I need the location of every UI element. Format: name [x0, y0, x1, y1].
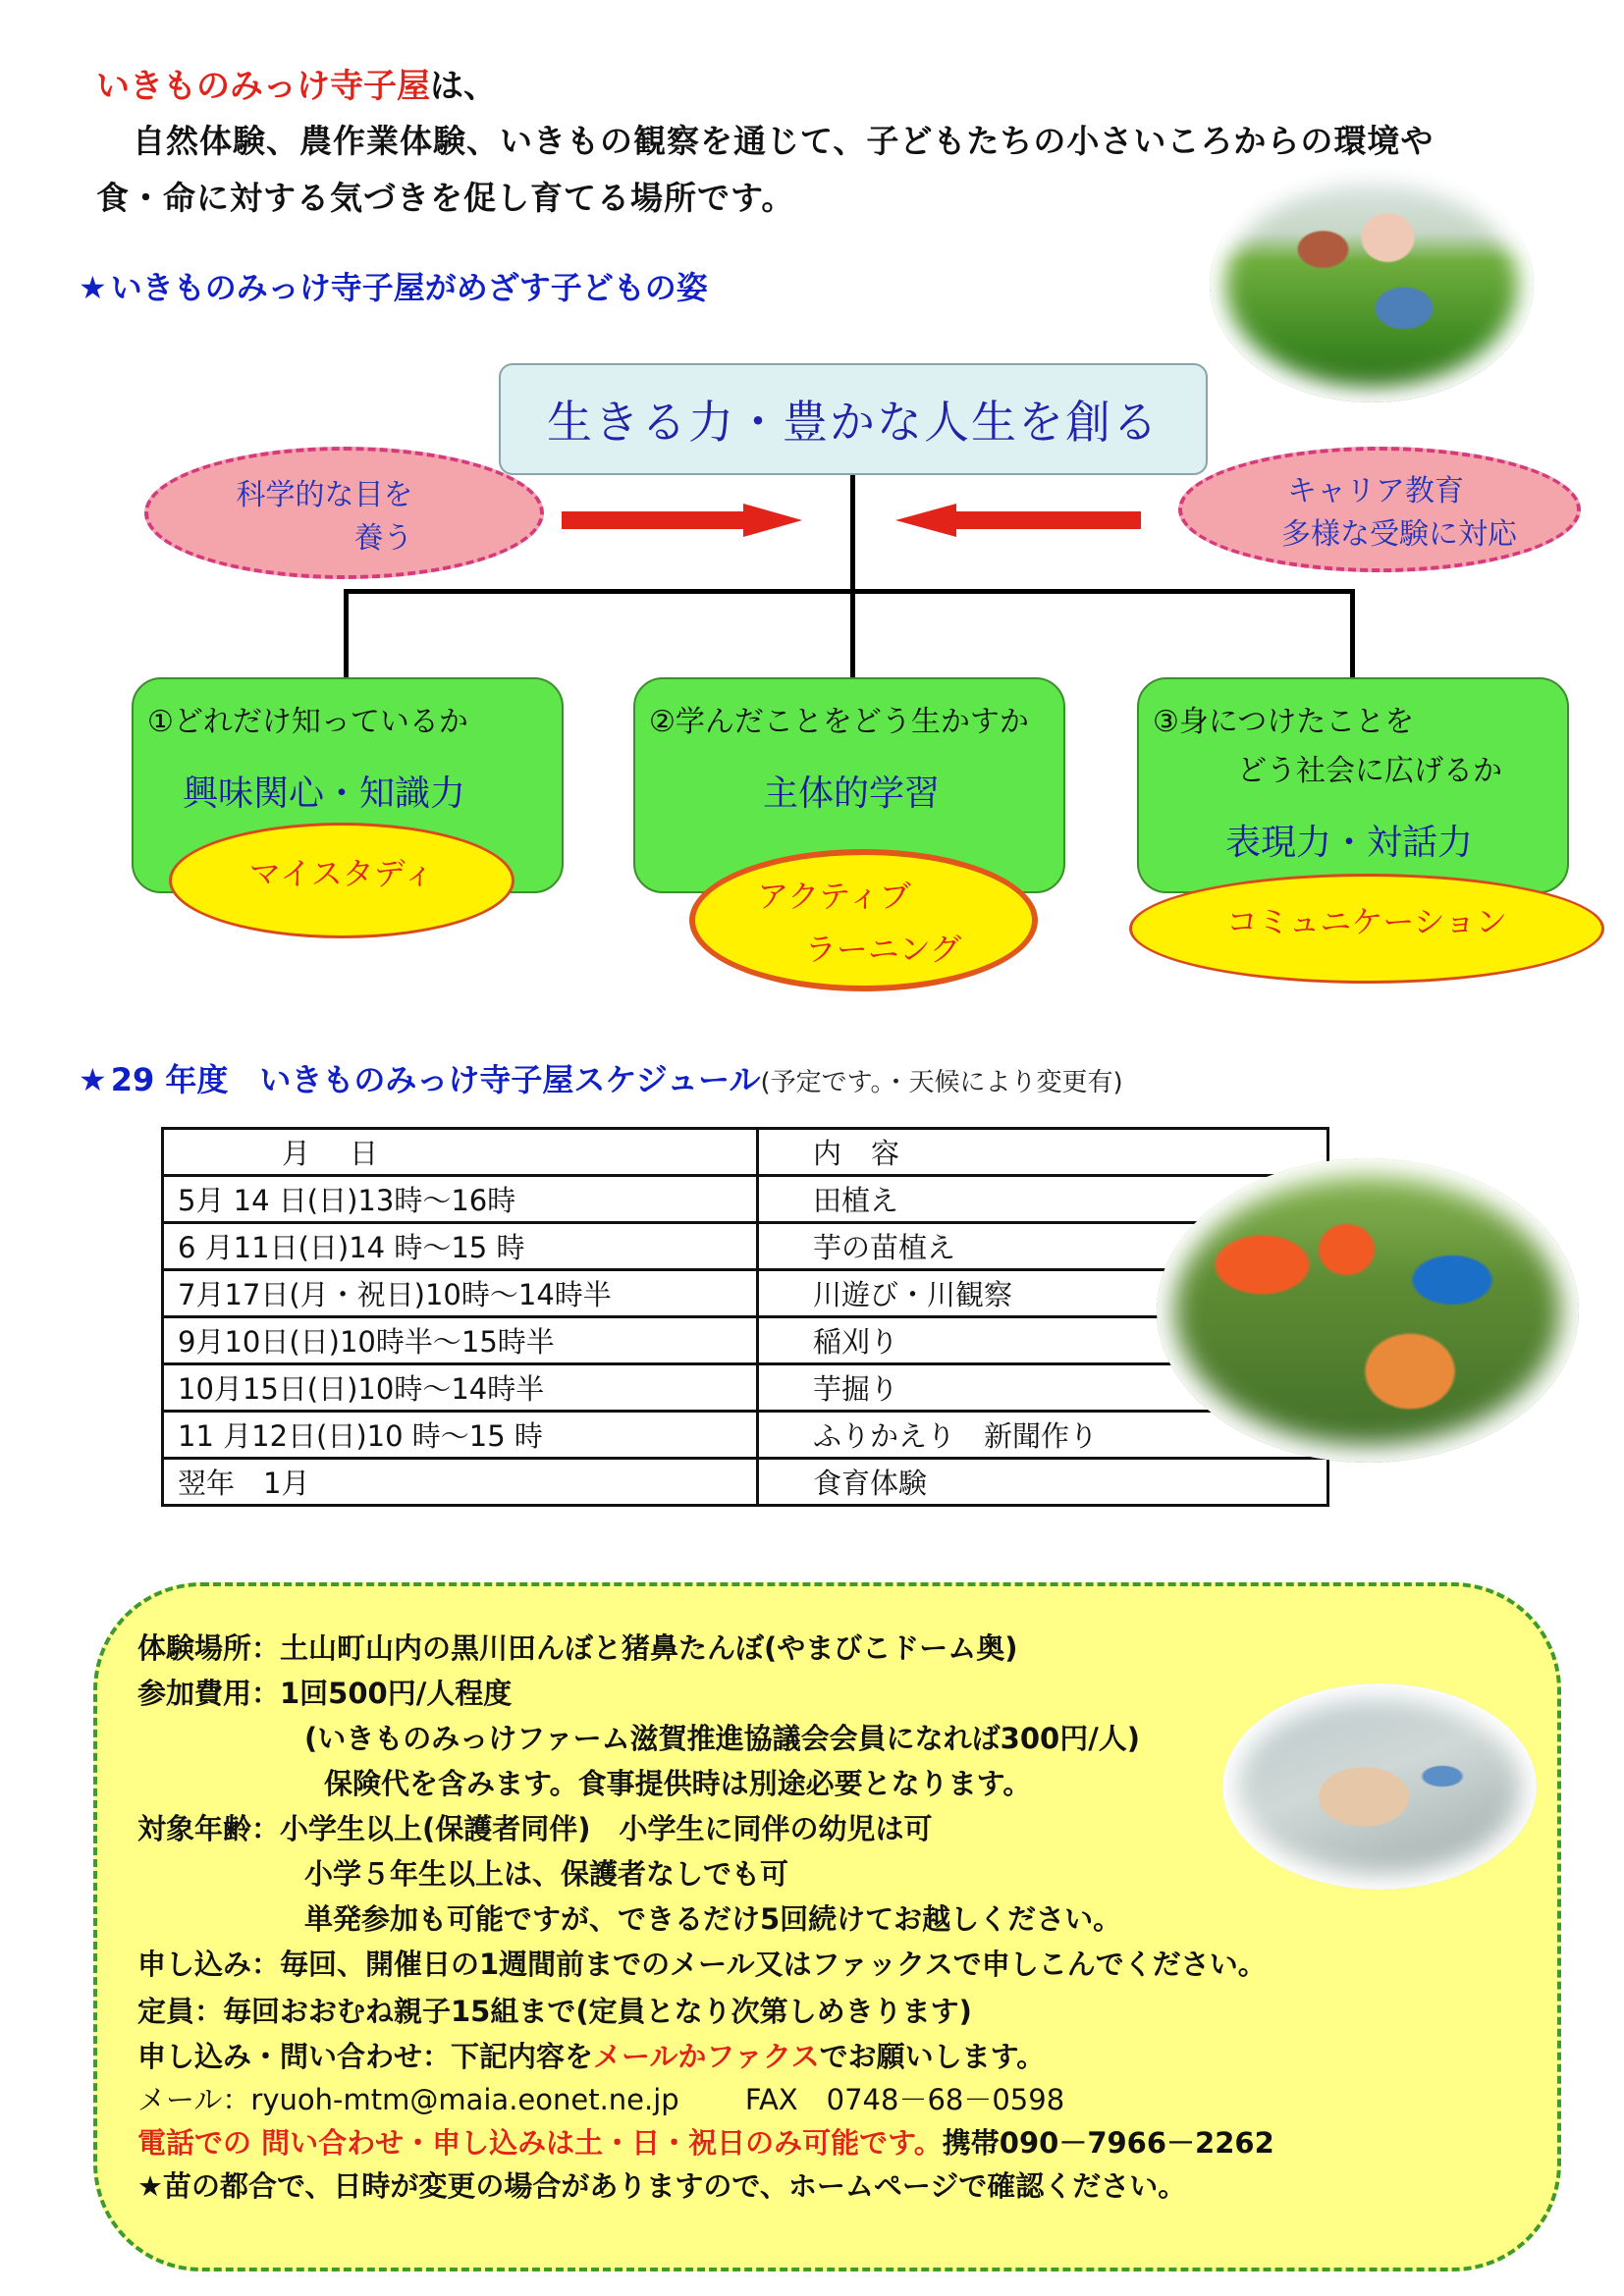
my-study-label: マイスタディ	[248, 855, 435, 892]
info-mobile-number: 携帯090－7966－2262	[942, 2126, 1274, 2160]
row-date: 翌年 1月	[163, 1459, 758, 1506]
info-fee-insurance: 保険代を含みます。食事提供時は別途必要となります。	[324, 1767, 1032, 1800]
table-row	[163, 1223, 1328, 1270]
knowledge-box-title: ①どれだけ知っているか	[147, 705, 468, 739]
info-capacity: 定員：毎回おおむね親子15組まで(定員となり次第しめきります)	[137, 1995, 972, 2028]
active-learning-line-2: ラーニング	[804, 930, 962, 968]
program-name-suffix: は、	[430, 67, 497, 106]
learning-box-title: ②学んだことをどう生かすか	[649, 705, 1029, 739]
connector-left	[344, 589, 349, 679]
science-oval	[144, 447, 544, 579]
rice-field-photo	[1210, 167, 1534, 402]
learning-box-subtitle: 主体的学習	[763, 774, 941, 814]
section-heading-goals	[79, 263, 708, 308]
connector-vertical	[850, 471, 855, 591]
info-single-participation: 単発参加も可能ですが、できるだけ5回続けてお越しください。	[304, 1902, 1122, 1936]
communication-label: コミュニケーション	[1225, 903, 1508, 940]
info-contact-label: 申し込み・問い合わせ：下記内容を	[137, 2040, 594, 2073]
children-group-photo	[1157, 1158, 1579, 1463]
row-content: 川遊び・川観察	[758, 1270, 1328, 1317]
row-content: 食育体験	[758, 1459, 1328, 1506]
row-content: 稲刈り	[758, 1317, 1328, 1364]
info-fee-member: (いきものみっけファーム滋賀推進協議会会員になれば300円/人)	[304, 1722, 1141, 1755]
connector-center	[850, 589, 855, 679]
active-learning-line-1: アクティブ	[757, 877, 911, 915]
career-oval-line-2: 多様な受験に対応	[1281, 517, 1517, 552]
my-study-oval	[169, 823, 514, 938]
intro-line-3: 食・命に対する気づきを促し育てる場所です。	[96, 179, 795, 217]
knowledge-box-subtitle: 興味関心・知識力	[183, 774, 466, 814]
communication-oval	[1129, 874, 1604, 984]
info-notice: ★苗の都合で、日時が変更の場合がありますので、ホームページで確認ください。	[137, 2169, 1187, 2203]
row-date: 7月17日(月・祝日)10時～14時半	[163, 1270, 758, 1317]
arrow-right-icon	[562, 504, 802, 537]
schedule-note: (予定です。・天候により変更有)	[760, 1068, 1123, 1097]
table-row	[163, 1317, 1328, 1364]
row-date: 6 月11日(日)14 時～15 時	[163, 1223, 758, 1270]
info-application: 申し込み：毎回、開催日の1週間前までのメール又はファックスで申しこんでください。	[137, 1948, 1267, 1981]
table-row	[163, 1459, 1328, 1506]
info-fee: 参加費用：1回500円/人程度	[137, 1677, 513, 1710]
science-oval-line-2: 養う	[353, 520, 413, 556]
row-date: 9月10日(日)10時半～15時半	[163, 1317, 758, 1364]
table-row	[163, 1176, 1328, 1223]
intro-line-1	[96, 59, 497, 107]
info-contact-method: メールかファクス	[593, 2040, 820, 2073]
expression-box-title: ③身につけたことを	[1153, 705, 1415, 739]
row-date: 5月 14 日(日)13時～16時	[163, 1176, 758, 1223]
science-oval-line-1: 科学的な目を	[236, 477, 413, 512]
dragonfly-photo	[1222, 1683, 1537, 1890]
active-learning-oval	[689, 849, 1038, 991]
expression-box	[1137, 677, 1569, 893]
row-content: 田植え	[758, 1176, 1328, 1223]
table-row	[163, 1364, 1328, 1412]
table-header-row	[163, 1129, 1328, 1176]
expression-box-subtitle: 表現力・対話力	[1225, 823, 1474, 863]
row-content: 芋の苗植え	[758, 1223, 1328, 1270]
goal-box: 生きる力・豊かな人生を創る	[499, 363, 1208, 475]
row-date: 11 月12日(日)10 時～15 時	[163, 1412, 758, 1459]
intro-line-2: 自然体験、農作業体験、いきもの観察を通じて、子どもたちの小さいころからの環境や	[133, 122, 1435, 160]
schedule-table	[161, 1127, 1329, 1507]
table-row	[163, 1270, 1328, 1317]
program-name: いきものみっけ寺子屋	[96, 67, 430, 106]
connector-horizontal	[344, 589, 1355, 594]
arrow-left-icon	[895, 504, 1141, 537]
row-content: 芋掘り	[758, 1364, 1328, 1412]
section-heading-schedule	[79, 1055, 1123, 1100]
career-oval	[1178, 447, 1581, 572]
row-date: 10月15日(日)10時～14時半	[163, 1364, 758, 1412]
expression-box-title-2: どう社会に広げるか	[1237, 754, 1502, 788]
info-phone	[137, 2121, 1274, 2162]
header-date: 月日	[163, 1129, 758, 1176]
info-age-note: 小学５年生以上は、保護者なしでも可	[304, 1857, 789, 1891]
star-icon: ★	[79, 269, 107, 306]
table-row	[163, 1412, 1328, 1459]
header-content: 内容	[758, 1129, 1328, 1176]
career-oval-line-1: キャリア教育	[1287, 474, 1464, 508]
info-email-fax: メール：ryuoh-mtm@maia.eonet.ne.jp FAX 0748－68－0598	[137, 2083, 1065, 2116]
connector-right	[1350, 589, 1355, 679]
info-phone-note: 電話での 問い合わせ・申し込みは土・日・祝日のみ可能です。	[137, 2126, 943, 2160]
section-title-goals: いきものみっけ寺子屋がめざす子どもの姿	[110, 269, 708, 306]
row-content: ふりかえり 新聞作り	[758, 1412, 1328, 1459]
info-age: 対象年齢：小学生以上(保護者同伴) 小学生に同伴の幼児は可	[137, 1812, 933, 1845]
info-contact	[137, 2035, 1045, 2075]
info-contact-suffix: でお願いします。	[819, 2040, 1046, 2073]
section-title-schedule: 29 年度 いきものみっけ寺子屋スケジュール	[110, 1061, 761, 1098]
info-place: 体験場所：土山町山内の黒川田んぼと猪鼻たんぼ(やまびこドーム奥)	[137, 1631, 1018, 1665]
star-icon: ★	[79, 1061, 107, 1098]
